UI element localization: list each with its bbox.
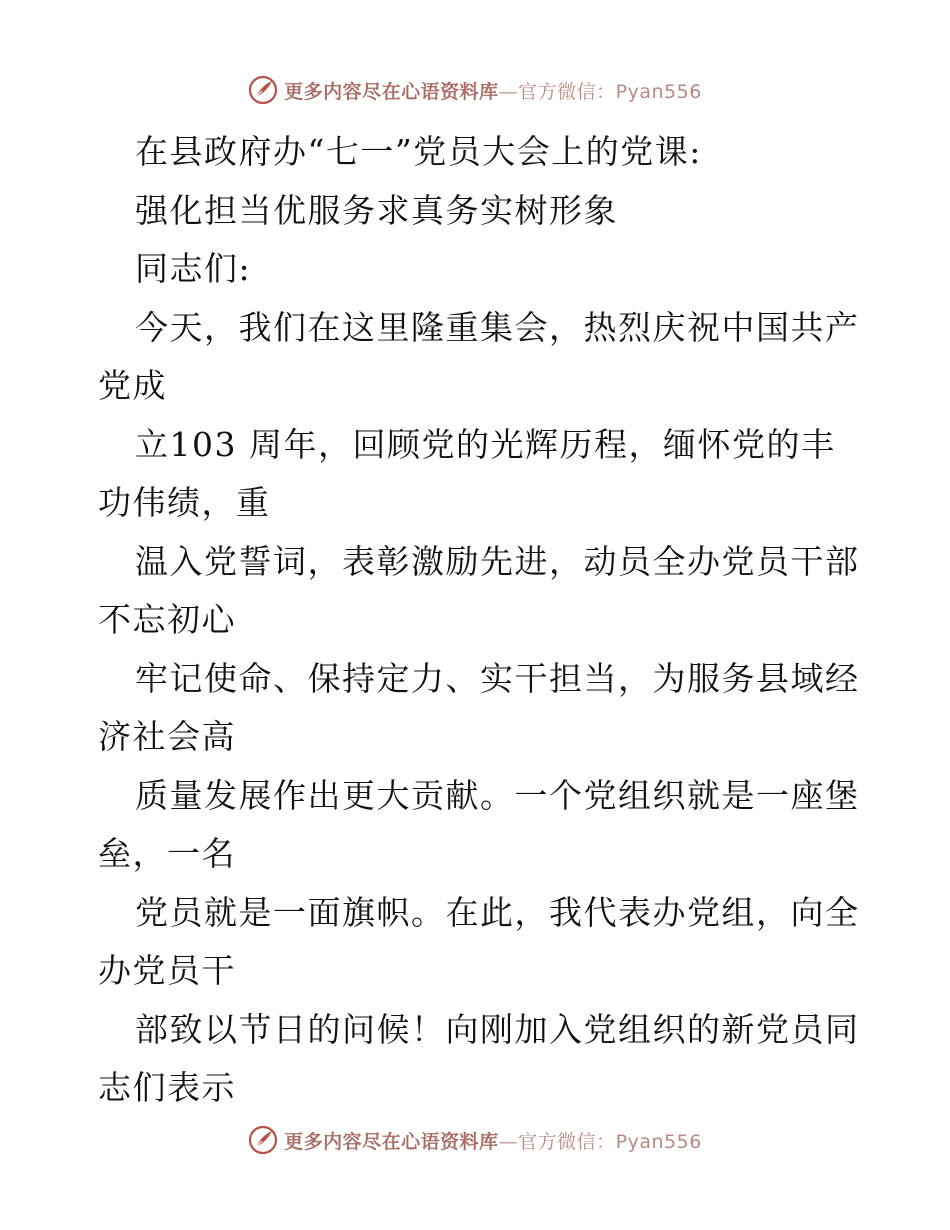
header-watermark <box>0 70 950 110</box>
text-line: 今天，我们在这里隆重集会，热烈庆祝中国共产 <box>135 307 860 347</box>
watermark-text <box>284 77 702 104</box>
watermark-sub: 官方微信：Pyan556 <box>518 1130 702 1153</box>
text-line: 党员就是一面旗帜。在此，我代表办党组，向全 <box>135 892 860 932</box>
watermark-separator: — <box>498 80 519 103</box>
text-line: 部致以节日的问候！向刚加入党组织的新党员同 <box>135 1009 860 1049</box>
text-line: 济社会高 <box>98 717 236 756</box>
feather-pen-logo-icon <box>248 1125 278 1155</box>
feather-pen-logo-icon <box>248 75 278 105</box>
document-body <box>98 123 858 1118</box>
text-line: 质量发展作出更大贡献。一个党组织就是一座堡 <box>135 775 860 815</box>
text-line: 不忘初心 <box>98 600 236 639</box>
text-line: 立103 周年，回顾党的光辉历程，缅怀党的丰 <box>135 424 836 464</box>
text-line: 垒，一名 <box>98 834 236 873</box>
watermark-main: 更多内容尽在心语资料库 <box>284 1130 499 1153</box>
watermark-sub: 官方微信：Pyan556 <box>518 80 702 103</box>
text-line: 志们表示 <box>98 1068 236 1107</box>
watermark-separator: — <box>498 1130 519 1153</box>
text-line: 牢记使命、保持定力、实干担当，为服务县域经 <box>135 658 860 698</box>
text-line: 同志们: <box>135 249 252 288</box>
text-line: 功伟绩，重 <box>98 483 271 522</box>
watermark-text <box>284 1127 702 1154</box>
watermark-main: 更多内容尽在心语资料库 <box>284 80 499 103</box>
footer-watermark <box>0 1120 950 1160</box>
text-line: 办党员干 <box>98 951 236 990</box>
text-line: 强化担当优服务求真务实树形象 <box>135 190 618 230</box>
text-line: 在县政府办“七一”党员大会上的党课: <box>135 132 702 171</box>
text-line: 温入党誓词，表彰激励先进，动员全办党员干部 <box>135 541 860 581</box>
text-line: 党成 <box>98 366 167 405</box>
